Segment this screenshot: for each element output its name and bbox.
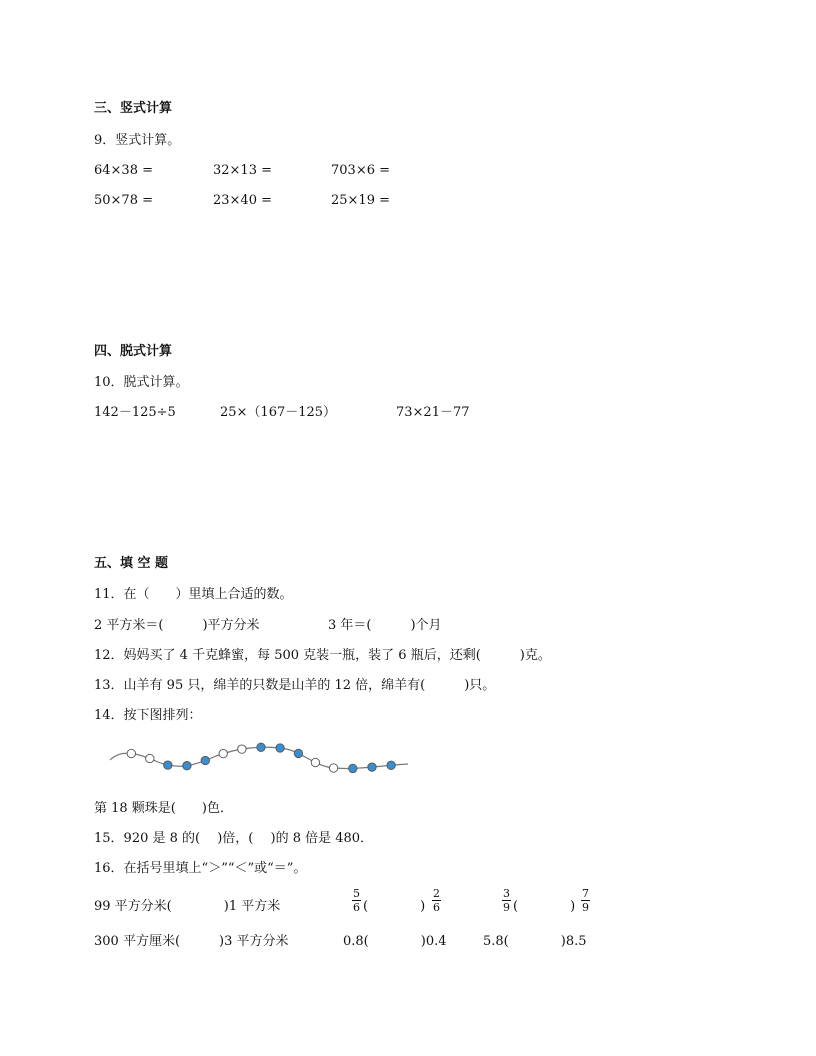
denominator: 6 (353, 901, 360, 914)
numerator: 3 (503, 887, 510, 900)
fraction-3-9 (502, 888, 511, 913)
calc-703x6: 703×6 = (331, 163, 391, 178)
compare-300cm2-3dm2: 300 平方厘米( )3 平方分米 (94, 934, 289, 949)
bead-blue (201, 756, 209, 764)
expr-3: 73×21－77 (396, 405, 470, 420)
bead-blue (183, 762, 191, 770)
calc-23x40: 23×40 = (213, 193, 273, 208)
q11-blank-a: 2 平方米＝( )平方分米 (94, 618, 260, 633)
bead-white (127, 749, 135, 757)
numerator: 7 (582, 887, 589, 900)
bead-blue (164, 761, 172, 769)
bead-pattern-figure (108, 738, 412, 792)
bead-blue (387, 761, 395, 769)
section-5-title: 五、填 空 题 (94, 556, 169, 571)
calc-50x78: 50×78 = (94, 193, 154, 208)
section-3-title: 三、竖式计算 (94, 101, 173, 116)
numerator: 5 (353, 887, 360, 900)
question-12: 12．妈妈买了 4 千克蜂蜜，每 500 克装一瓶，装了 6 瓶后，还剩( )克。 (94, 648, 551, 663)
q11-blank-b: 3 年＝( )个月 (328, 618, 442, 633)
compare-0.8-0.4: 0.8( )0.4 (343, 934, 447, 949)
compare-99dm2-1m2: 99 平方分米( )1 平方米 (94, 899, 281, 914)
expr-2: 25×（167－125） (220, 405, 337, 420)
calc-64x38: 64×38 = (94, 163, 154, 178)
expr-1: 142－125÷5 (94, 405, 176, 420)
question-10: 10．脱式计算。 (94, 375, 189, 390)
bead-blue (294, 749, 302, 757)
question-13: 13．山羊有 95 只，绵羊的只数是山羊的 12 倍，绵羊有( )只。 (94, 678, 496, 693)
fraction-5-6 (352, 888, 361, 913)
compare-paren-2: ( ) (513, 899, 576, 914)
question-11: 11．在（ ）里填上合适的数。 (94, 587, 293, 602)
bead-blue (257, 743, 265, 751)
denominator: 6 (433, 901, 440, 914)
question-15: 15．920 是 8 的( )倍，( )的 8 倍是 480． (94, 831, 374, 846)
calc-25x19: 25×19 = (331, 193, 391, 208)
bead-white (329, 764, 337, 772)
numerator: 2 (433, 887, 440, 900)
denominator: 9 (582, 901, 589, 914)
question-9: 9．竖式计算。 (94, 133, 181, 148)
bead-white (238, 745, 246, 753)
question-14-answer: 第 18 颗珠是( )色． (94, 801, 233, 816)
compare-5.8-8.5: 5.8( )8.5 (483, 934, 587, 949)
bead-blue (276, 744, 284, 752)
bead-blue (368, 763, 376, 771)
fraction-2-6 (432, 888, 441, 913)
question-16: 16．在括号里填上“＞”“＜”或“＝”。 (94, 861, 307, 876)
compare-paren-1: ( ) (363, 899, 426, 914)
question-14: 14．按下图排列： (94, 708, 202, 723)
bead-white (219, 749, 227, 757)
section-4-title: 四、脱式计算 (94, 344, 173, 359)
bead-blue (349, 764, 357, 772)
calc-32x13: 32×13 = (213, 163, 273, 178)
bead-white (311, 758, 319, 766)
denominator: 9 (503, 901, 510, 914)
fraction-7-9 (581, 888, 590, 913)
bead-white (146, 754, 154, 762)
